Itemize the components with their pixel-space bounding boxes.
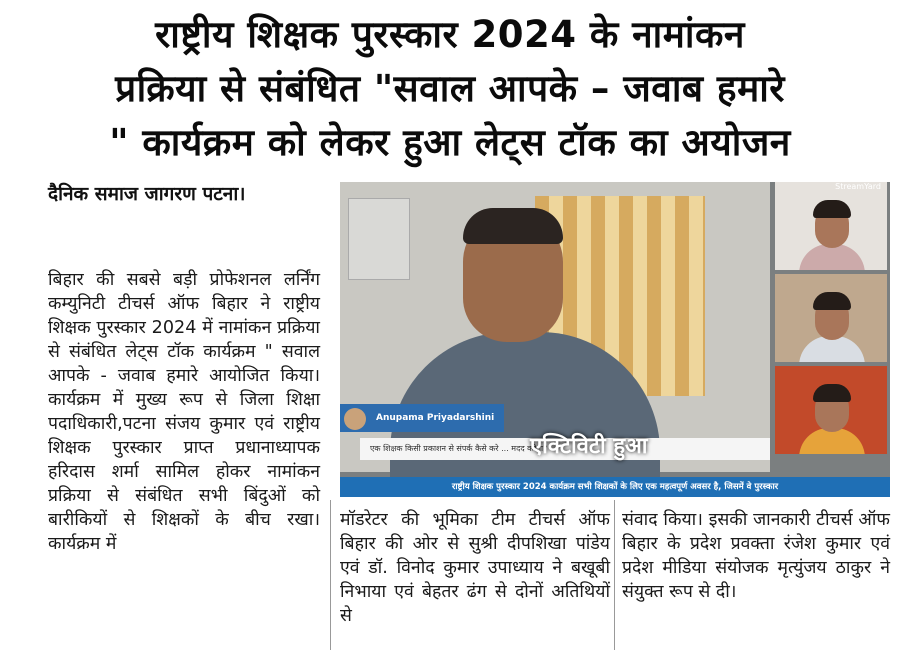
article-column-2: मॉडरेटर की भूमिका टीम टीचर्स ऑफ बिहार की ओर से सुश्री दीपशिखा पांडेय एवं डॉ. विनोद कुमार उपाध्याय ने बखूबी निभाया एवं बेहतर ढंग से दोनों अतिथियों से (340, 510, 610, 626)
name-tag (340, 404, 504, 432)
video-call-photo (340, 182, 890, 497)
headline-line-1: राष्ट्रीय शिक्षक पुरस्कार 2024 के नामांकन (155, 13, 745, 56)
dateline: दैनिक समाज जागरण पटना। (48, 183, 246, 205)
ticker-bar: राष्ट्रीय शिक्षक पुरस्कार 2024 कार्यक्रम सभी शिक्षकों के लिए एक महत्वपूर्ण अवसर है, जिसमें वे पुरस्कार (340, 477, 890, 497)
article-column-3: संवाद किया। इसकी जानकारी टीचर्स ऑफ बिहार के प्रदेश प्रवक्ता रंजेश कुमार एवं प्रदेश मीडिया संयोजक मृत्युंजय ठाकुर ने संयुक्त रूप से दी। (622, 510, 890, 602)
article-column-1: बिहार की सबसे बड़ी प्रोफेशनल लर्निंग कम्युनिटी टीचर्स ऑफ बिहार ने राष्ट्रीय शिक्षक पुरस्कार 2024 में नामांकन प्रक्रिया से संबंधित लेट्स टॉक कार्यक्रम " सवाल आपके - जवाब हमारे आयोजित किया। कार्यक्रम में मुख्य रूप से जिला शिक्षा पदाधिकारी,पटना संजय कुमार एवं राष्ट्रीय शिक्षक पुरस्कार प्राप्त प्रधानाध्यापक हरिदास शर्मा सामिल होकर नामांकन प्रक्रिया से संबंधित सभी बिंदुओं को बारीकियों से शिक्षकों के बीच रखा। कार्यक्रम में (48, 270, 320, 554)
brand-logo: StreamYard (835, 182, 881, 191)
participant-video-3 (775, 366, 887, 454)
headline (10, 8, 890, 170)
column-divider (330, 500, 331, 650)
avatar (344, 408, 366, 430)
overlay-text: एक्टिविटी हुआ (530, 434, 648, 459)
question-bar: एक शिक्षक किसी प्रकाशन से संपर्क कैसे करे ... मदद करेगा? (360, 438, 770, 460)
name-tag-label: Anupama Priyadarshini (376, 413, 495, 423)
column-divider (614, 500, 615, 650)
main-speaker-video (340, 182, 770, 472)
participant-video-1 (775, 182, 887, 270)
air-conditioner (348, 198, 410, 280)
headline-line-2: प्रक्रिया से संबंधित "सवाल आपके – जवाब हमारे (115, 67, 785, 110)
headline-line-3: " कार्यक्रम को लेकर हुआ लेट्स टॉक का अयोजन (109, 121, 791, 164)
participant-video-2 (775, 274, 887, 362)
